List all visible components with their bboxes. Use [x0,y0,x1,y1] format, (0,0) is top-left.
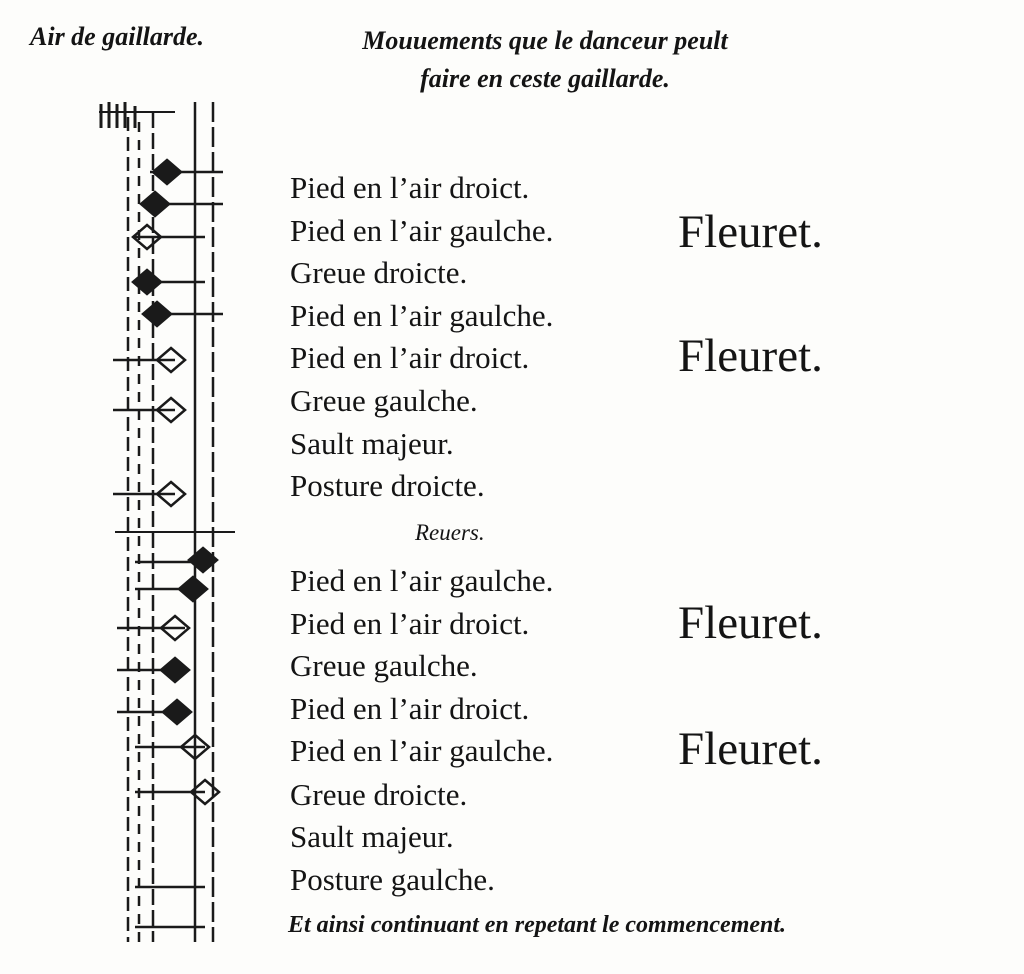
step-line: Greue gaulche. [290,383,478,418]
step-line: Pied en l’air droict. [290,340,530,375]
music-staff-illustration [95,92,245,952]
movements-title-line-1: Mouuements que le danceur peult [362,26,728,55]
note-heads [133,160,219,804]
fleuret-label: Fleuret. [678,206,823,258]
fleuret-label: Fleuret. [678,723,823,775]
step-line: Greue droicte. [290,777,468,812]
step-line: Sault majeur. [290,819,454,854]
movements-title [300,22,790,98]
step-line: Pied en l’air gaulche. [290,298,554,333]
air-title: Air de gaillarde. [30,22,205,51]
step-line: Pied en l’air droict. [290,691,530,726]
footer-text: Et ainsi continuant en repetant le commencement. [288,912,787,938]
step-line: Pied en l’air gaulche. [290,563,554,598]
fleuret-label: Fleuret. [678,330,823,382]
step-line: Pied en l’air droict. [290,170,530,205]
step-line: Posture gaulche. [290,862,495,897]
fleuret-label: Fleuret. [678,597,823,649]
step-line: Greue gaulche. [290,648,478,683]
step-line: Pied en l’air gaulche. [290,213,554,248]
reuers-subheading: Reuers. [415,520,485,545]
step-line: Sault majeur. [290,426,454,461]
step-line: Posture droicte. [290,468,485,503]
step-line: Pied en l’air gaulche. [290,733,554,768]
clef-marks [99,102,175,128]
movements-title-line-2: faire en ceste gaillarde. [420,64,670,93]
step-line: Greue droicte. [290,255,468,290]
staff-lines [115,102,235,942]
step-line: Pied en l’air droict. [290,606,530,641]
